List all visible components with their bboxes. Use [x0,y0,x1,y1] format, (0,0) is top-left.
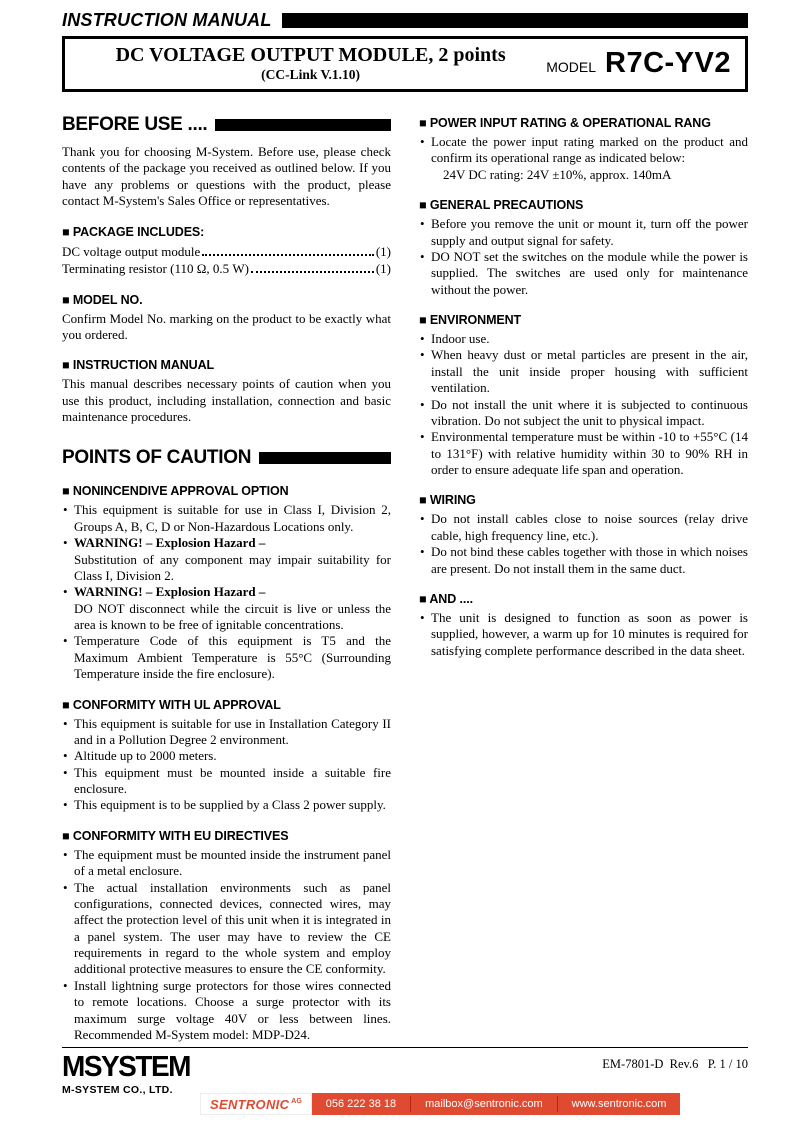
package-item-label: DC voltage output module [62,243,201,259]
bullet-text: This equipment is suitable for use in Installation Category II and in a Pollution Degree 2 environment. [74,715,391,747]
power-rating-subline: 24V DC rating: 24V ±10%, approx. 140mA [443,166,672,182]
title-bar [282,13,748,28]
environment-heading: ■ ENVIRONMENT [419,313,522,327]
bullet-text: Locate the power input rating marked on the product and confirm its operational range as indicated below: [431,134,748,166]
bullet-text: This equipment is suitable for use in Class I, Division 2, Groups A, B, C, D or Non-Hazardous Locations only. [74,502,391,534]
bullet-item [62,978,391,1044]
doc-ref: EM-7801-D Rev.6 P. 1 / 10 [602,1057,748,1071]
msystem-logo: MSYSTEM [62,1050,190,1083]
and-heading: ■ AND .... [419,591,474,606]
sentronic-name: SENTRONIC [210,1096,290,1112]
bullet-text: Install lightning surge protectors for those wires connected to remote locations. Choose a surge protector with its maximum surge voltage 40V or less between lines. Recommended M-System model: MDP-D24. [74,977,391,1042]
distributor-bar [200,1093,680,1115]
manual-title-line [62,10,748,31]
bullet-text: Do not bind these cables together with those in which noises are present. Do not install them in the same duct. [431,544,748,576]
before-use-paragraph: Thank you for choosing M-System. Before use, please check contents of the package you received as outlined below. If you have any problems or questions with the product, please contact M-System's Sales Office or representatives. [62,144,391,209]
bullet-text: The actual installation environments such as panel configurations, connected devices, connected wires, may affect the protection level of this unit when it is integrated in a panel system. The user may have to review the CE requirements in regard to the whole system and employ additional protective measures to ensure the CE conformity. [74,879,391,977]
bullet-item [419,249,748,298]
model-number: R7C-YV2 [605,47,731,79]
right-column [419,104,748,1043]
product-title-block [75,44,546,83]
dot-leader [202,254,374,256]
content-columns [62,104,748,1043]
general-precautions-heading: ■ GENERAL PRECAUTIONS [419,198,584,213]
bullet-item [62,633,391,682]
sentronic-ag: AG [291,1098,302,1105]
bullet-item [419,610,748,659]
bullet-item [419,511,748,544]
model-no-paragraph: Confirm Model No. marking on the product to be exactly what you ordered. [62,310,391,342]
bullet-item [419,347,748,396]
before-use-title: BEFORE USE .... [62,114,208,135]
bullet-item [419,216,748,249]
package-includes-heading: ■ PACKAGE INCLUDES: [62,224,205,239]
bullet-text: Temperature Code of this equipment is T5 and the Maximum Ambient Temperature is 55°C (Surrounding Temperature inside the fire enclosure). [74,633,391,682]
company-name: M-SYSTEM CO., LTD. [62,1084,173,1096]
sentronic-logo [200,1093,312,1115]
email-link[interactable]: mailbox@sentronic.com [425,1098,543,1110]
bullet-text: Do not install cables close to noise sources (relay drive cable, high frequency line, etc.). [431,511,748,543]
bullet-item [62,535,391,584]
bullet-text: The equipment must be mounted inside the instrument panel of a metal enclosure. [74,846,391,879]
before-use-heading [62,114,391,136]
nonincendive-heading: ■ NONINCENDIVE APPROVAL OPTION [62,484,289,499]
bullet-text: Before you remove the unit or mount it, turn off the power supply and output signal for safety. [431,216,748,248]
bullet-item [62,797,391,813]
bullet-text: The unit is designed to function as soon as power is supplied, however, a warm up for 10 minutes is required for satisfying complete performance described in the data sheet. [431,609,748,658]
bullet-item [419,429,748,478]
manual-title: INSTRUCTION MANUAL [62,10,272,30]
bullet-item [419,544,748,577]
bullet-item [62,880,391,978]
bullet-lead: WARNING! – Explosion Hazard – [74,584,266,600]
bullet-item [62,584,391,633]
product-subtitle: (CC-Link V.1.10) [261,67,361,82]
package-item-count: (1) [375,243,391,259]
bullet-text: Substitution of any component may impair suitability for Class I, Division 2. [74,551,391,583]
logo-block [62,1050,190,1096]
dot-leader [251,271,374,273]
product-title-box [62,36,748,92]
bullet-item [419,134,748,183]
website-link[interactable]: www.sentronic.com [571,1098,667,1110]
model-block [546,47,735,80]
eu-directives-heading: ■ CONFORMITY WITH EU DIRECTIVES [62,828,289,843]
bullet-text: Altitude up to 2000 meters. [74,748,217,764]
product-title: DC VOLTAGE OUTPUT MODULE, 2 points [115,44,506,66]
package-item-label: Terminating resistor (110 Ω, 0.5 W) [62,261,249,277]
bullet-item [62,847,391,880]
points-of-caution-title: POINTS OF CAUTION [62,447,252,469]
bullet-item [62,716,391,749]
bullet-text: This equipment must be mounted inside a suitable fire enclosure. [74,764,391,797]
footer [62,1047,748,1096]
bullet-item [62,502,391,535]
power-input-heading: ■ POWER INPUT RATING & OPERATIONAL RANG [419,116,711,130]
bullet-item [62,765,391,798]
heading-bar [259,452,391,464]
bullet-lead: WARNING! – Explosion Hazard – [74,535,266,551]
bullet-item [419,397,748,430]
bullet-text: This equipment is to be supplied by a Class 2 power supply. [74,797,386,813]
bullet-text: When heavy dust or metal particles are present in the air, install the unit inside proper housing with sufficient ventilation. [431,347,748,396]
wiring-heading: ■ WIRING [419,493,476,508]
points-of-caution-heading [62,447,391,469]
bullet-text: DO NOT set the switches on the module while the power is supplied. The switches are used only for maintenance without the power. [431,248,748,297]
instruction-manual-heading: ■ INSTRUCTION MANUAL [62,358,215,373]
package-item [62,260,391,278]
model-no-heading: ■ MODEL NO. [62,292,143,307]
ul-approval-heading: ■ CONFORMITY WITH UL APPROVAL [62,697,281,712]
bullet-text: Indoor use. [431,331,490,346]
phone-number: 056 222 38 18 [325,1098,397,1110]
bullet-text: Environmental temperature must be within -10 to +55°C (14 to 131°F) with relative humidity within 30 to 90% RH in order to ensure adequate life span and operation. [431,429,748,477]
bullet-text: DO NOT disconnect while the circuit is live or unless the area is known to be free of ignitable concentrations. [74,600,391,633]
package-item-count: (1) [375,261,391,277]
bullet-text: Do not install the unit where it is subjected to continuous vibration. Do not subject the unit to physical impact. [431,396,748,428]
instruction-manual-paragraph: This manual describes necessary points of caution when you use this product, including installation, connection and basic maintenance procedures. [62,376,391,425]
left-column [62,104,391,1043]
model-label: MODEL [546,59,596,75]
bullet-item [419,331,748,347]
heading-bar [215,119,391,131]
bullet-item [62,748,391,764]
package-item [62,243,391,261]
